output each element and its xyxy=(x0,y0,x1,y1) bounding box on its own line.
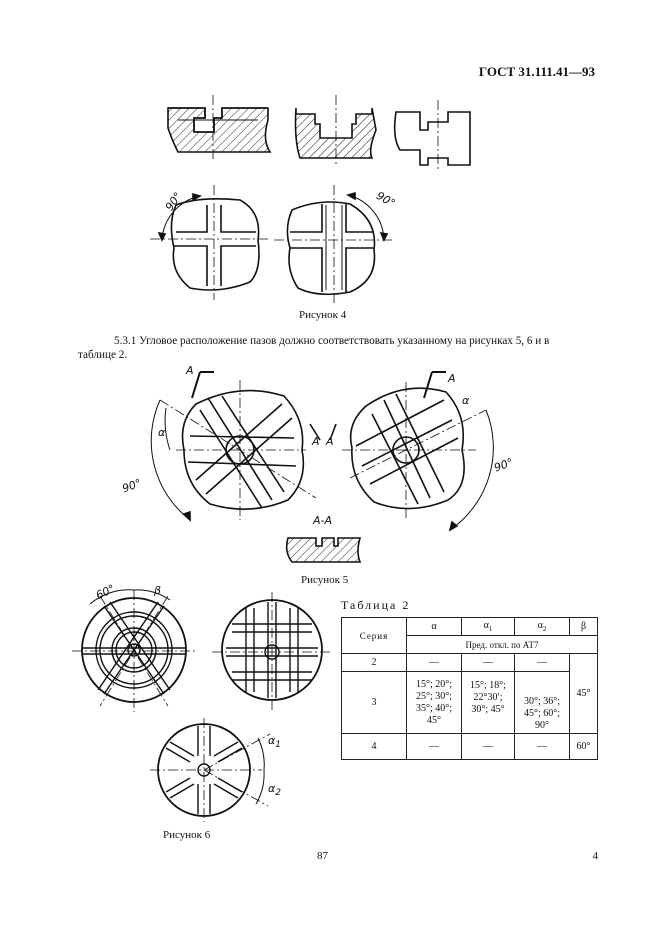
table-row: 2 — — — 45° xyxy=(342,654,598,672)
section-mark-right: А xyxy=(448,372,456,385)
fig4-angle-left-label: 90° xyxy=(162,189,185,214)
table-row: 4 — — — 60° xyxy=(342,734,598,760)
fig6-alpha2: $\alpha_2$ xyxy=(268,782,281,798)
figure-6-caption: Рисунок 6 xyxy=(163,829,211,841)
section-mark-mid-2: А xyxy=(326,435,334,448)
fig6-beta: β xyxy=(154,584,162,597)
beta-merged: 45° xyxy=(570,654,598,734)
fig5-angle-right: 90° xyxy=(492,455,516,475)
table-2-title: Таблица 2 xyxy=(341,598,411,612)
table-2 xyxy=(341,617,598,760)
document-header: ГОСТ 31.111.41—93 xyxy=(478,64,595,79)
col-series: Серия xyxy=(342,618,407,654)
col-alpha2: $\alpha_2$ xyxy=(515,618,570,636)
paragraph-5-3-1-cont: таблице 2. xyxy=(78,349,128,361)
table-row: 3 15°; 20°; 25°; 30°; 35°; 40°; 45° 15°; 18°; 22°30′; 30°; 45° 30°; 36°; 45°; 60°; 90° xyxy=(342,672,598,734)
tolerance-row: Пред. откл. по АТ7 xyxy=(407,636,598,654)
fig5-alpha-left: α xyxy=(158,426,166,439)
star-slot-disk xyxy=(150,718,270,822)
fig5-angle-left: 90° xyxy=(120,476,144,496)
fig6-alpha1: $\alpha_1$ xyxy=(268,734,281,750)
grid-slot-disk xyxy=(212,592,332,712)
section-aa-label: А-А xyxy=(313,514,333,527)
page-number-corner: 4 xyxy=(592,850,598,862)
fig4-angle-right-label: 90° xyxy=(374,189,398,211)
col-alpha: α xyxy=(407,618,462,636)
figure-4-caption: Рисунок 4 xyxy=(299,309,347,321)
figure-5-caption: Рисунок 5 xyxy=(301,574,349,586)
section-mark-mid-1: А xyxy=(312,435,320,448)
page-number-center: 87 xyxy=(317,850,328,862)
fig5-alpha-right: α xyxy=(462,394,470,407)
radial-slot-disk xyxy=(72,590,196,712)
col-alpha1: $\alpha_1$ xyxy=(462,618,515,636)
paragraph-5-3-1: 5.3.1 Угловое расположение пазов должно соответствовать указанному на рисунках 5, 6 и в xyxy=(114,335,550,347)
fig6-angle-60: 60° xyxy=(93,582,118,603)
section-mark-left: А xyxy=(186,364,194,377)
col-beta: β xyxy=(570,618,598,636)
